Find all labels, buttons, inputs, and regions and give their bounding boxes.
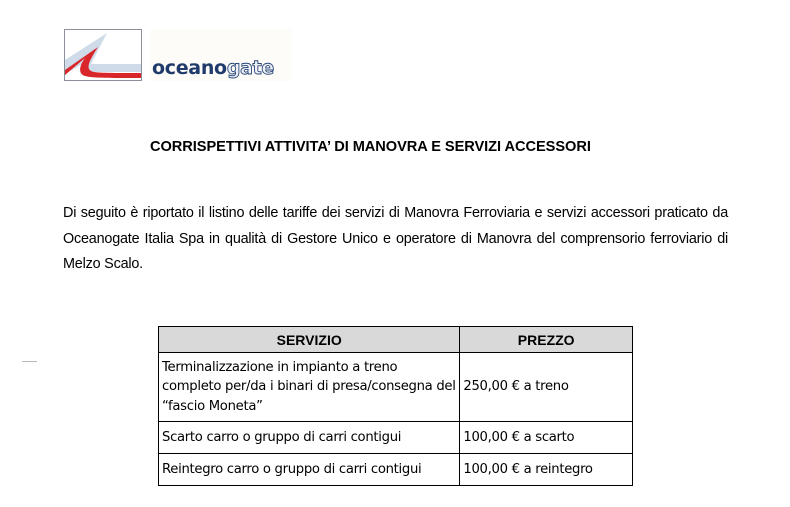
cell-servizio: Reintegro carro o gruppo di carri contigui [159, 454, 460, 486]
table-row [159, 422, 633, 454]
table-row [159, 454, 633, 486]
margin-mark [22, 361, 37, 362]
column-header-servizio: SERVIZIO [159, 327, 460, 353]
cell-prezzo: 250,00 € a treno [460, 353, 633, 422]
intro-paragraph: Di seguito è riportato il listino delle tariffe dei servizi di Manovra Ferroviaria e servizi accessori praticato da Oceanogate Italia Spa in qualità di Gestore Unico e operatore di Manovra del comprensorio ferroviario di Melzo Scalo. [63, 205, 728, 272]
logo-wordmark-oceano: oceano [152, 57, 227, 79]
logo-wordmark-gate: gate [226, 57, 275, 79]
price-table [158, 326, 633, 486]
logo-mark-icon [64, 29, 142, 81]
cell-prezzo: 100,00 € a reintegro [460, 454, 633, 486]
logo-wordmark [152, 58, 274, 78]
cell-servizio: Scarto carro o gruppo di carri contigui [159, 422, 460, 454]
table-header-row [159, 327, 633, 353]
table-row [159, 353, 633, 422]
company-logo [64, 29, 294, 83]
cell-servizio: Terminalizzazione in impianto a treno completo per/da i binari di presa/consegna del “fascio Moneta” [159, 353, 460, 422]
column-header-prezzo: PREZZO [460, 327, 633, 353]
cell-prezzo: 100,00 € a scarto [460, 422, 633, 454]
page-title: CORRISPETTIVI ATTIVITA’ DI MANOVRA E SERVIZI ACCESSORI [150, 139, 591, 155]
